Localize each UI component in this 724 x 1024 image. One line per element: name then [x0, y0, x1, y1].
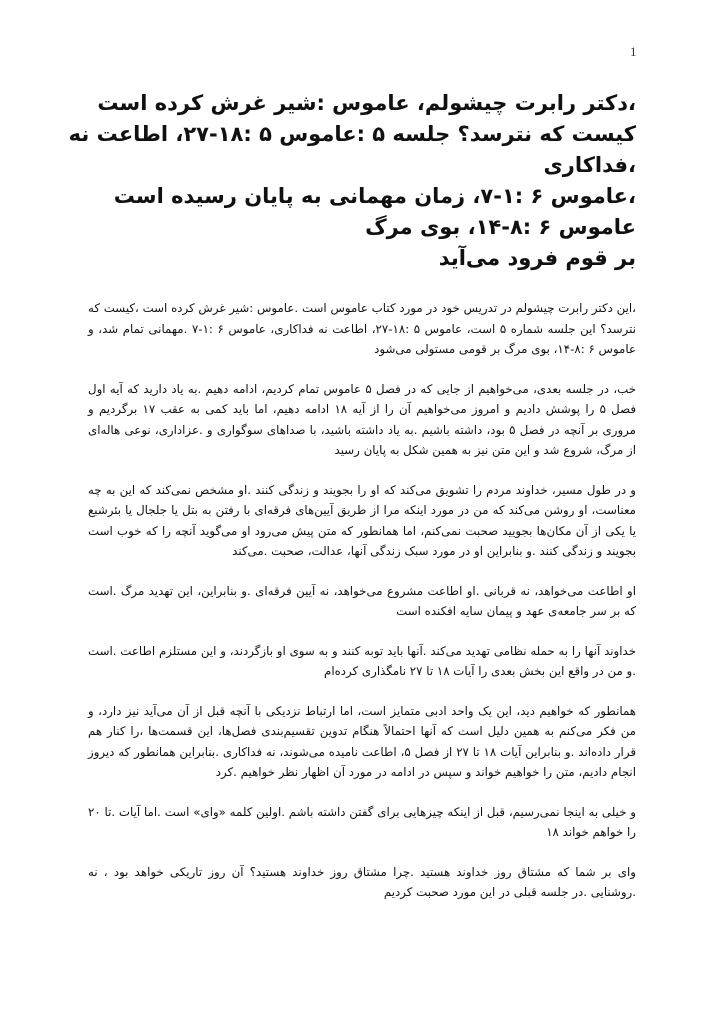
paragraph: همانطور که خواهیم دید، این یک واحد ادبی متمایز است، اما ارتباط نزدیکی با آنچه قبل از آن می‌آید نیز دارد، و من فکر می‌کنم به همین دلیل است که آنها احتمالاً هنگام تدوین تقسیم‌بندی فصل‌ها، این قسمت‌ها ،را کنار هم قرار داده‌اند .و بنابراین آیات ۱۸ تا ۲۷ از فصل ۵، اطاعت نامیده می‌شوند، نه فداکاری .بنابراین همانطور که دیروز انجام دادیم، متن را خواهیم خواند و سپس در ادامه در مورد آن اظهار نظر خواهیم .کرد [88, 703, 636, 779]
title-line: ،دکتر رابرت چیشولم، عاموس :شیر غرش کرده است [97, 91, 636, 115]
title-line: عاموس ۶ :۸-۱۴، بوی مرگ [365, 215, 636, 239]
title-line: ،عاموس ۶ :۱-۷، زمان مهمانی به پایان رسیده است [113, 184, 636, 208]
title-line: کیست که نترسد؟ جلسه ۵ :عاموس ۵ :۱۸-۲۷، اطاعت نه [68, 122, 636, 146]
document-body [68, 88, 636, 922]
title-line: بر قوم فرود می‌آید [438, 246, 636, 270]
page-number: 1 [630, 44, 637, 59]
paragraph: ،این دکتر رابرت چیشولم در تدریس خود در مورد کتاب عاموس است .عاموس :شیر غرش کرده است ،کیست که نترسد؟ این جلسه شماره ۵ است، عاموس ۵ :۱۸-۲۷، اطاعت نه فداکاری، عاموس ۶ :۱-۷ .مهمانی تمام شد، و عاموس ۶ :۸-۱۴، بوی مرگ بر قومی مستولی می‌شود [88, 301, 636, 356]
paragraph: و در طول مسیر، خداوند مردم را تشویق می‌کند که او را بجویند و زندگی کنند .او مشخص نمی‌کند که این به چه معناست، او روشن می‌کند که من در مورد اینکه مرا از طریق آیین‌های فرقه‌ای با رفتن به بتل یا جلجال یا بئرشبع یا یکی از آن مکان‌ها بجویید صحبت نمی‌کنم، اما همانطور که متن پیش می‌رود او می‌گوید آنچه را که خوب است بجویند و زندگی کنند .و بنابراین او در مورد سبک زندگی آنها، عدالت، صحبت .می‌کند [88, 482, 636, 558]
paragraph: او اطاعت می‌خواهد، نه قربانی .او اطاعت مشروع می‌خواهد، نه آیین فرقه‌ای .و بنابراین، این تهدید مرگ .است که بر سر جامعه‌ی عهد و پیمان سایه افکنده است [88, 583, 636, 618]
paragraph: و خیلی به اینجا نمی‌رسیم، قبل از اینکه چیزهایی برای گفتن داشته باشم .اولین کلمه «وای» است .اما آیات .تا ۲۰ را خواهم خواند ۱۸ [88, 804, 636, 839]
document-title [68, 88, 636, 274]
paragraph: خب، در جلسه بعدی، می‌خواهیم از جایی که در فصل ۵ عاموس تمام کردیم، ادامه دهیم .به یاد دارید که آیه اول فصل ۵ را پوشش دادیم و امروز می‌خواهیم آن را از آیه ۱۸ ادامه دهیم، اما باید کمی به عقب ۱۷ برگردیم و مروری بر آنچه در فصل ۵ بود، داشته باشیم .به یاد داشته باشید، با صداهای سوگواری و .عزاداری، نوعی هاله‌ای از مرگ، شروع شد و این متن نیز به همین شکل به پایان رسید [88, 381, 636, 457]
paragraph: وای بر شما که مشتاق روز خداوند هستید .چرا مشتاق روز خداوند هستید؟ آن روز تاریکی خواهد بود ، نه .روشنایی .در جلسه قبلی در این مورد صحبت کردیم [88, 864, 636, 899]
paragraph: خداوند آنها را به حمله نظامی تهدید می‌کند .آنها باید توبه کنند و به سوی او بازگردند، و این مستلزم اطاعت .است .و من در واقع این بخش بعدی را آیات ۱۸ تا ۲۷ نامگذاری کرده‌ام [88, 643, 636, 678]
title-line: ،فداکاری [543, 153, 636, 177]
